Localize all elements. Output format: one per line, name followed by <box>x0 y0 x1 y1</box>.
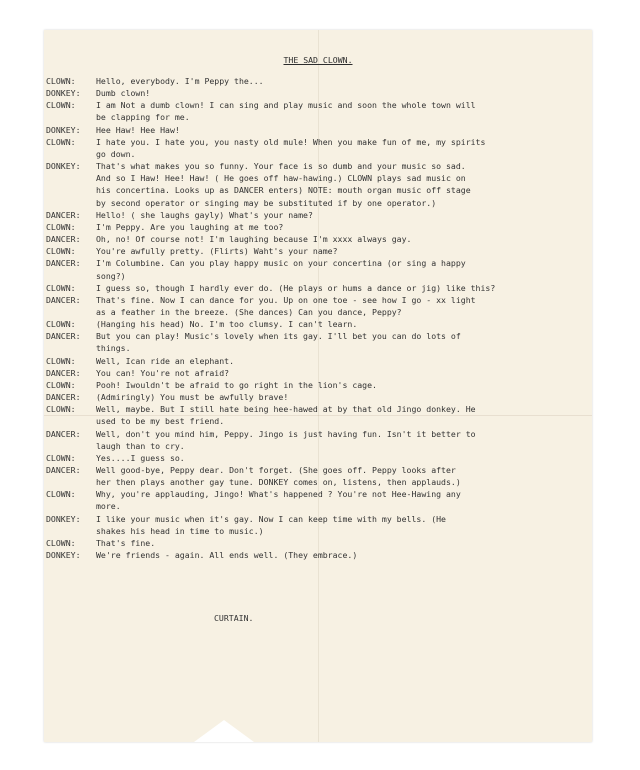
dialogue-text: by second operator or singing may be substituted if by one operator.) <box>96 197 437 208</box>
dialogue-text: Why, you're applauding, Jingo! What's happened ? You're not Hee-Hawing any <box>96 489 461 500</box>
speaker-label: CLOWN: <box>46 319 76 330</box>
dialogue-text: used to be my best friend. <box>96 416 225 427</box>
script-line <box>44 476 592 488</box>
speaker-label: DANCER: <box>46 234 81 245</box>
script-line <box>44 270 592 282</box>
speaker-label: DONKEY: <box>46 88 81 99</box>
dialogue-text: things. <box>96 343 131 354</box>
dialogue-text: I'm Peppy. Are you laughing at me too? <box>96 221 284 232</box>
speaker-label: CLOWN: <box>46 246 76 257</box>
dialogue-text: You can! You're not afraid? <box>96 367 230 378</box>
script-line <box>44 99 592 111</box>
dialogue-text: Well, Ican ride an elephant. <box>96 355 235 366</box>
dialogue-text: I hate you. I hate you, you nasty old mule! When you make fun of me, my spirits <box>96 136 486 147</box>
script-line <box>44 197 592 209</box>
script-line <box>44 306 592 318</box>
speaker-label: CLOWN: <box>46 355 76 366</box>
speaker-label: CLOWN: <box>46 76 76 86</box>
dialogue-text: song?) <box>96 270 126 281</box>
dialogue-text: I guess so, though I hardly ever do. (He plays or hums a dance or jig) like this? <box>96 282 496 293</box>
dialogue-text: That's fine. <box>96 537 156 548</box>
speaker-label: CLOWN: <box>46 452 76 463</box>
script-line <box>44 342 592 354</box>
speaker-label: CLOWN: <box>46 221 76 232</box>
dialogue-text: We're friends - again. All ends well. (They embrace.) <box>96 550 358 561</box>
dialogue-text: Hello! ( she laughs gayly) What's your name? <box>96 209 313 220</box>
script-line <box>44 488 592 500</box>
speaker-label: CLOWN: <box>46 489 76 500</box>
speaker-label: DANCER: <box>46 367 81 378</box>
speaker-label: DANCER: <box>46 209 81 220</box>
dialogue-text: Yes....I guess so. <box>96 452 185 463</box>
speaker-label: CLOWN: <box>46 282 76 293</box>
script-line <box>44 87 592 99</box>
script-body <box>44 75 592 561</box>
dialogue-text: I am Not a dumb clown! I can sing and play music and soon the whole town will <box>96 100 476 111</box>
curtain-line <box>44 612 592 624</box>
script-line <box>44 124 592 136</box>
dialogue-text: Pooh! Iwouldn't be afraid to go right in the lion's cage. <box>96 379 377 390</box>
script-line <box>44 318 592 330</box>
page-title: THE SAD CLOWN. <box>283 55 353 65</box>
curtain-text: CURTAIN. <box>214 613 254 623</box>
script-line <box>44 136 592 148</box>
dialogue-text: Hello, everybody. I'm Peppy the... <box>96 76 264 86</box>
speaker-label: DONKEY: <box>46 161 81 172</box>
script-line <box>44 525 592 537</box>
dialogue-text: I like your music when it's gay. Now I can keep time with my bells. (He <box>96 513 446 524</box>
speaker-label: CLOWN: <box>46 100 76 111</box>
script-line <box>44 537 592 549</box>
dialogue-text: Well, don't you mind him, Peppy. Jingo is just having fun. Isn't it better to <box>96 428 476 439</box>
speaker-label: DONKEY: <box>46 513 81 524</box>
script-line <box>44 464 592 476</box>
speaker-label: DANCER: <box>46 331 81 342</box>
script-line <box>44 172 592 184</box>
script-line <box>44 160 592 172</box>
script-line <box>44 391 592 403</box>
dialogue-text: laugh than to cry. <box>96 440 185 451</box>
script-line <box>44 245 592 257</box>
dialogue-text: That's what makes you so funny. Your face is so dumb and your music so sad. <box>96 161 466 172</box>
dialogue-text: go down. <box>96 148 136 159</box>
dialogue-text: (Admiringly) You must be awfully brave! <box>96 392 289 403</box>
script-line <box>44 294 592 306</box>
dialogue-text: as a feather in the breeze. (She dances) Can you dance, Peppy? <box>96 306 402 317</box>
script-line <box>44 111 592 123</box>
speaker-label: CLOWN: <box>46 379 76 390</box>
speaker-label: DANCER: <box>46 258 81 269</box>
dialogue-text: You're awfully pretty. (Flirts) Waht's your name? <box>96 246 338 257</box>
script-line <box>44 282 592 294</box>
speaker-label: DONKEY: <box>46 550 81 561</box>
speaker-label: DANCER: <box>46 465 81 475</box>
dialogue-text: Well, maybe. But I still hate being hee-hawed at by that old Jingo donkey. He <box>96 404 476 415</box>
script-line <box>44 367 592 379</box>
script-line <box>44 379 592 391</box>
torn-edge-notch <box>194 720 254 742</box>
script-line <box>44 148 592 160</box>
speaker-label: CLOWN: <box>46 136 76 147</box>
speaker-label: DANCER: <box>46 294 81 305</box>
script-line <box>44 403 592 415</box>
dialogue-text: Dumb clown! <box>96 88 151 99</box>
script-line <box>44 355 592 367</box>
speaker-label: CLOWN: <box>46 537 76 548</box>
script-line <box>44 221 592 233</box>
dialogue-text: his concertina. Looks up as DANCER enters) NOTE: mouth organ music off stage <box>96 185 471 196</box>
dialogue-text: But you can play! Music's lovely when its gay. I'll bet you can do lots of <box>96 331 461 342</box>
script-line <box>44 257 592 269</box>
dialogue-text: I'm Columbine. Can you play happy music on your concertina (or sing a happy <box>96 258 466 269</box>
script-line <box>44 330 592 342</box>
speaker-label: DANCER: <box>46 392 81 403</box>
script-line <box>44 415 592 427</box>
dialogue-text: more. <box>96 501 121 512</box>
dialogue-text: Hee Haw! Hee Haw! <box>96 124 180 135</box>
script-line <box>44 75 592 87</box>
dialogue-text: be clapping for me. <box>96 112 190 123</box>
dialogue-text: That's fine. Now I can dance for you. Up on one toe - see how I go - xx light <box>96 294 476 305</box>
dialogue-text: her then plays another gay tune. DONKEY comes on, listens, then applauds.) <box>96 477 461 488</box>
script-line <box>44 500 592 512</box>
dialogue-text: Well good-bye, Peppy dear. Don't forget. (She goes off. Peppy looks after <box>96 465 456 475</box>
dialogue-text: shakes his head in time to music.) <box>96 525 264 536</box>
speaker-label: CLOWN: <box>46 404 76 415</box>
dialogue-text: Oh, no! Of course not! I'm laughing because I'm xxxx always gay. <box>96 234 412 245</box>
dialogue-text: And so I Haw! Hee! Haw! ( He goes off haw-hawing.) CLOWN plays sad music on <box>96 173 466 184</box>
typewritten-page <box>44 30 592 742</box>
script-line <box>44 209 592 221</box>
dialogue-text: (Hanging his head) No. I'm too clumsy. I can't learn. <box>96 319 358 330</box>
script-line <box>44 184 592 196</box>
script-line <box>44 452 592 464</box>
script-line <box>44 440 592 452</box>
script-line <box>44 233 592 245</box>
speaker-label: DANCER: <box>46 428 81 439</box>
script-line <box>44 549 592 561</box>
speaker-label: DONKEY: <box>46 124 81 135</box>
script-line <box>44 513 592 525</box>
script-line <box>44 428 592 440</box>
